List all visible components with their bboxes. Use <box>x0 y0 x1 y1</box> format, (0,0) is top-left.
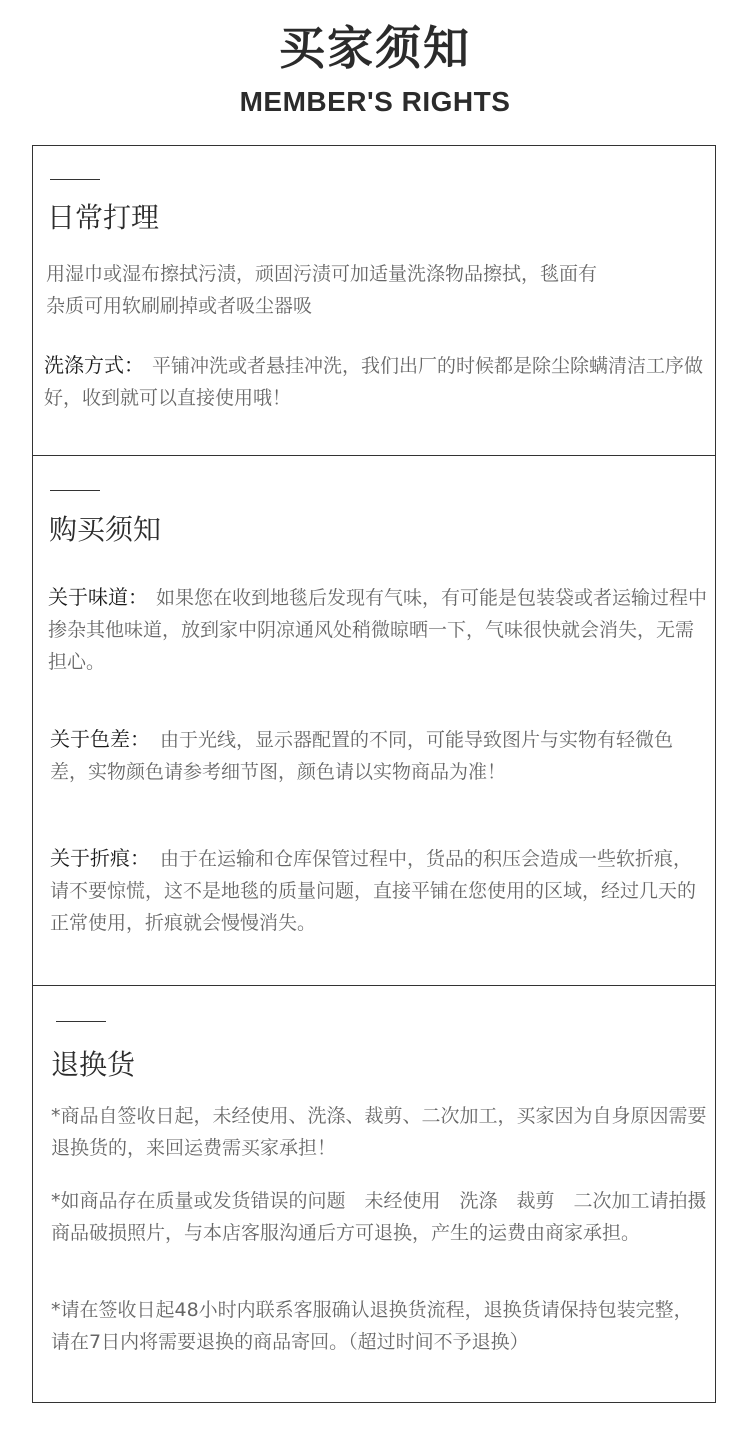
daily-care-section <box>32 145 716 456</box>
wash-method-label: 洗涤方式： <box>44 353 144 377</box>
returns-item-3: *请在签收日起48小时内联系客服确认退换货流程，退换货请保持包装完整，请在7日内将需要退换的商品寄回。（超过时间不予退换） <box>51 1299 693 1353</box>
purchase-notice-section <box>32 455 716 986</box>
daily-care-text: 用湿巾或湿布擦拭污渍，顽固污渍可加适量洗涤物品擦拭，毯面有杂质可用软刷刷掉或者吸尘器吸 <box>46 263 598 317</box>
crease-label: 关于折痕： <box>50 846 150 870</box>
color-label: 关于色差： <box>50 727 150 751</box>
page-subtitle: MEMBER'S RIGHTS <box>239 86 511 117</box>
color-text: 由于光线，显示器配置的不同，可能导致图片与实物有轻微色差，实物颜色请参考细节图，颜色请以实物商品为准！ <box>50 729 674 783</box>
section-divider <box>50 490 100 491</box>
section-divider <box>50 179 100 180</box>
page-title: 买家须知 <box>279 21 471 75</box>
smell-paragraph <box>48 581 708 678</box>
wash-method-paragraph <box>44 349 704 414</box>
returns-item-2: *如商品存在质量或发货错误的问题 未经使用 洗涤 裁剪 二次加工请拍摄商品破损照片，与本店客服沟通后方可退换，产生的运费由商家承担。 <box>51 1190 707 1244</box>
section-divider <box>56 1021 106 1022</box>
returns-heading: 退换货 <box>51 1048 136 1081</box>
smell-text: 如果您在收到地毯后发现有气味，有可能是包装袋或者运输过程中掺杂其他味道，放到家中阴凉通风处稍微晾晒一下，气味很快就会消失，无需担心。 <box>48 587 708 673</box>
color-paragraph <box>50 723 710 788</box>
crease-paragraph <box>50 842 710 939</box>
purchase-notice-heading: 购买须知 <box>49 513 162 546</box>
smell-label: 关于味道： <box>48 585 148 609</box>
crease-text: 由于在运输和仓库保管过程中，货品的积压会造成一些软折痕，请不要惊慌，这不是地毯的质量问题，直接平铺在您使用的区域，经过几天的正常使用，折痕就会慢慢消失。 <box>50 848 697 934</box>
daily-care-heading: 日常打理 <box>47 201 160 234</box>
wash-method-text: 平铺冲洗或者悬挂冲洗，我们出厂的时候都是除尘除螨清洁工序做好，收到就可以直接使用哦！ <box>44 355 704 409</box>
returns-item-1: *商品自签收日起，未经使用、洗涤、裁剪、二次加工，买家因为自身原因需要退换货的，来回运费需买家承担！ <box>51 1105 707 1159</box>
returns-section <box>32 985 716 1403</box>
